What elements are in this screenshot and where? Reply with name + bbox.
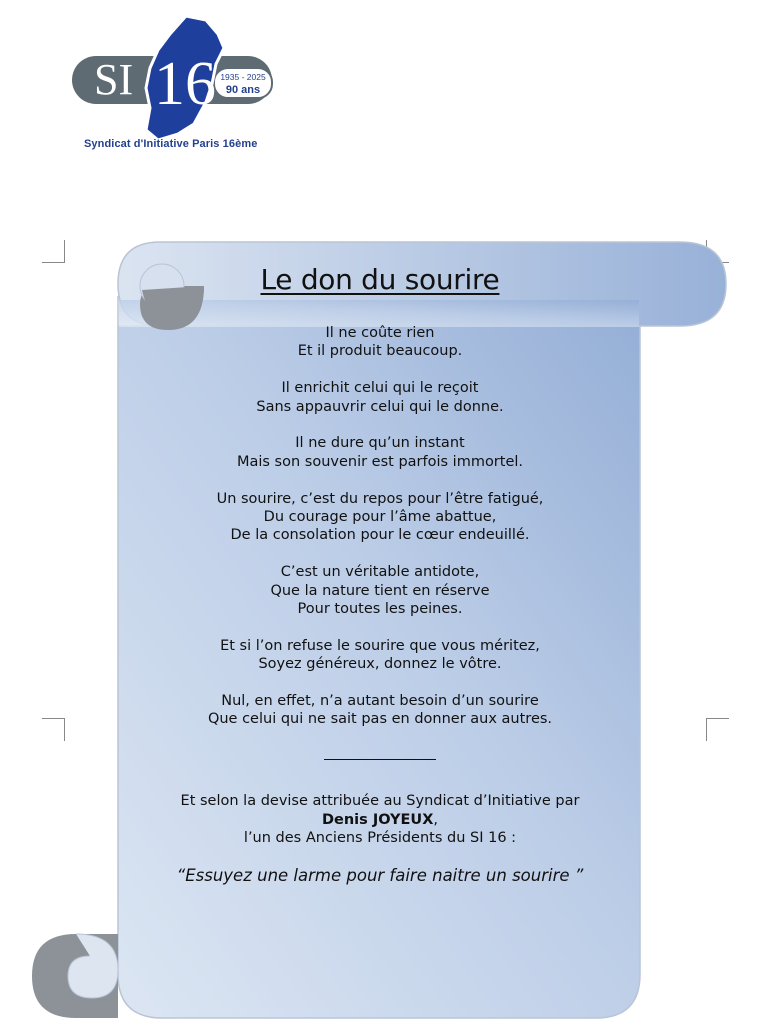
logo-anniversary: 90 ans	[225, 84, 261, 96]
poem-line: Et il produit beaucoup.	[297, 343, 463, 360]
closing-author-line	[140, 811, 620, 830]
poem-line: Un sourire, c’est du repos pour l’être fatigué,	[216, 490, 544, 507]
poem-line: Et si l’on refuse le sourire que vous méritez,	[220, 637, 540, 654]
poem-line: Soyez généreux, donnez le vôtre.	[258, 656, 502, 673]
poem-line: Mais son souvenir est parfois immortel.	[236, 453, 524, 470]
poem-stanza	[140, 637, 620, 674]
poem-line: Que la nature tient en réserve	[270, 582, 490, 599]
poem-line: Nul, en effet, n’a autant besoin d’un sourire	[221, 693, 539, 710]
poem-stanza	[140, 692, 620, 729]
closing-attribution	[140, 792, 620, 848]
poem	[140, 258, 620, 885]
poem-line: Du courage pour l’âme abattue,	[263, 509, 497, 526]
author-name: Denis JOYEUX	[321, 811, 434, 828]
poem-line: Que celui qui ne sait pas en donner aux autres.	[207, 711, 553, 728]
motto-quote: “Essuyez une larme pour faire naitre un sourire ”	[176, 866, 584, 886]
poem-stanza	[140, 434, 620, 471]
separator-line	[324, 759, 436, 760]
poem-line: Sans appauvrir celui qui le donne.	[256, 398, 504, 415]
logo-letters-16: 16	[154, 50, 216, 118]
poem-line: Il enrichit celui qui le reçoit	[281, 380, 479, 397]
poem-line: C’est un véritable antidote,	[280, 564, 480, 581]
closing-line: l’un des Anciens Présidents du SI 16 :	[243, 830, 517, 847]
poem-stanza	[140, 324, 620, 361]
closing-line: Et selon la devise attribuée au Syndicat d’Initiative par	[180, 793, 580, 810]
poem-stanza	[140, 379, 620, 416]
poem-line: Il ne coûte rien	[325, 325, 435, 341]
logo-tagline: Syndicat d'Initiative Paris 16ème	[84, 138, 258, 150]
poem-stanza	[140, 563, 620, 618]
logo-years: 1935 - 2025	[220, 72, 266, 82]
poem-line: Il ne dure qu’un instant	[295, 435, 465, 452]
poem-title: Le don du sourire	[260, 263, 500, 296]
poem-line: Pour toutes les peines.	[297, 601, 463, 618]
logo-letters-si: SI	[94, 55, 134, 104]
poem-stanza	[140, 490, 620, 545]
poem-line: De la consolation pour le cœur endeuillé.	[230, 527, 530, 544]
author-suffix: ,	[433, 811, 438, 828]
